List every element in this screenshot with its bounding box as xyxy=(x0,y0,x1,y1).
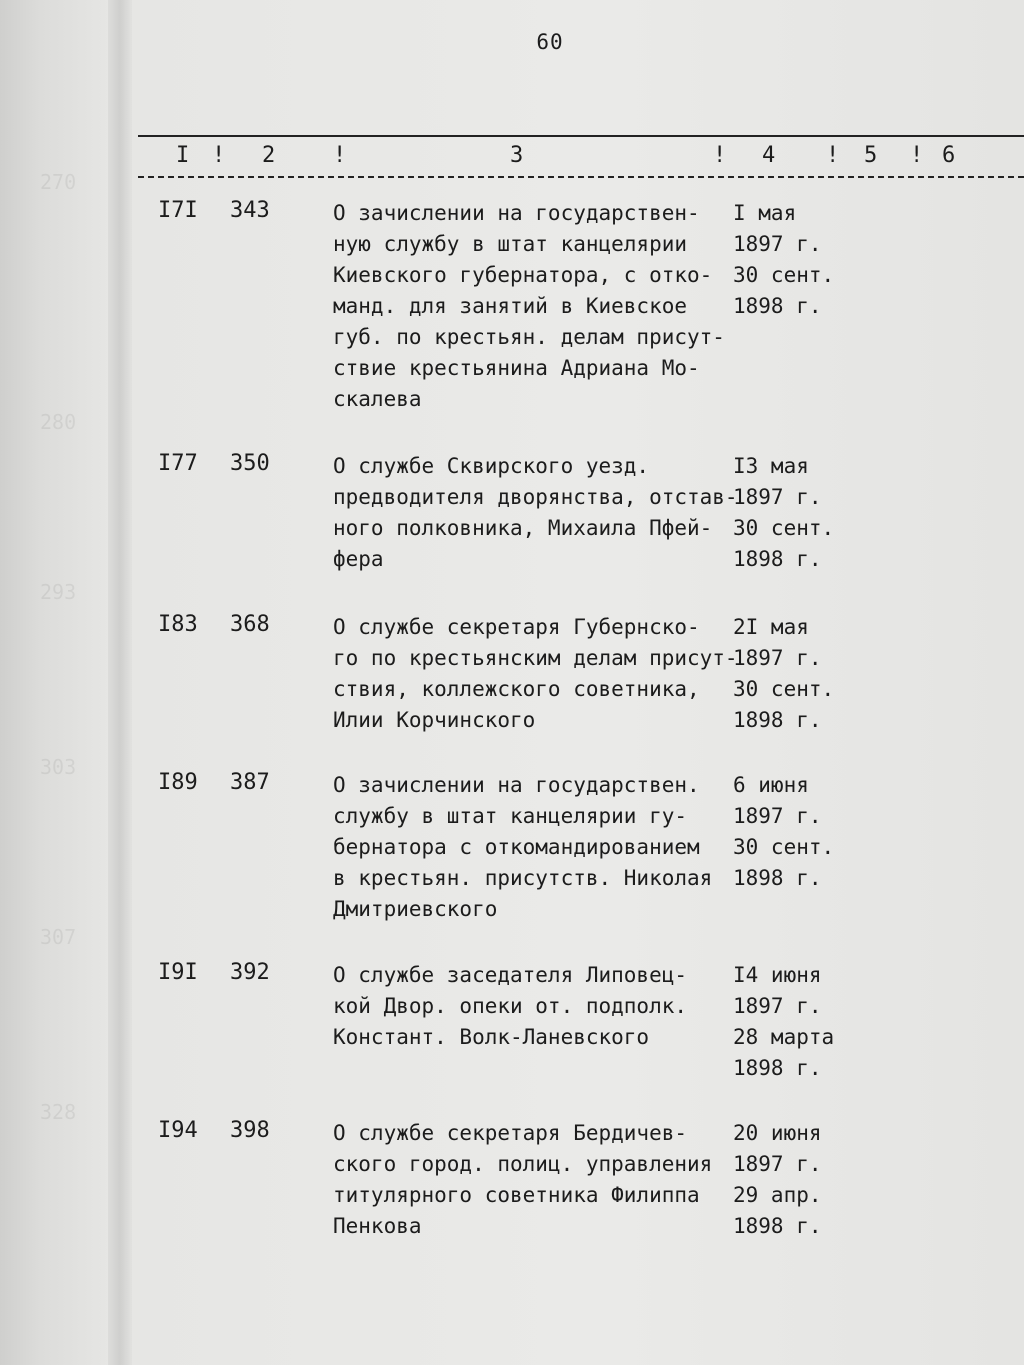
case-number: 398 xyxy=(230,1118,270,1143)
date-line: 1897 г. xyxy=(733,804,822,828)
date-line: 1898 г. xyxy=(733,547,822,571)
title-line: ского город. полиц. управления xyxy=(333,1152,713,1176)
date-line: I3 мая xyxy=(733,454,809,478)
title-line: службу в штат канцелярии гу- xyxy=(333,804,688,828)
entry-dates xyxy=(733,451,853,575)
title-line: О службе секретаря Бердичев- xyxy=(333,1121,688,1145)
date-line: 30 сент. xyxy=(733,835,835,859)
header-col-3: 3 xyxy=(510,143,524,168)
title-line: го по крестьянским делам присут- xyxy=(333,646,738,670)
title-line: Констант. Волк-Ланевского xyxy=(333,1025,650,1049)
date-line: 1897 г. xyxy=(733,232,822,256)
title-line: Дмитриевского xyxy=(333,897,498,921)
entry-dates xyxy=(733,770,853,894)
header-col-1: I xyxy=(176,143,190,168)
date-line: 1897 г. xyxy=(733,485,822,509)
entry-dates xyxy=(733,960,853,1084)
date-line: 1898 г. xyxy=(733,1214,822,1238)
title-line: скалева xyxy=(333,387,422,411)
entry-title xyxy=(333,451,743,575)
title-line: ствие крестьянина Адриана Мо- xyxy=(333,356,700,380)
header-separator: ! xyxy=(333,143,347,168)
header-separator: ! xyxy=(910,143,924,168)
date-line: 1898 г. xyxy=(733,708,822,732)
header-col-5: 5 xyxy=(864,143,878,168)
title-line: Илии Корчинского xyxy=(333,708,536,732)
entry-dates xyxy=(733,198,853,322)
entry-title xyxy=(333,770,743,925)
entry-title xyxy=(333,1118,743,1242)
bleed-through-mark: 270 xyxy=(40,170,77,194)
header-col-6: 6 xyxy=(942,143,956,168)
date-line: I мая xyxy=(733,201,797,225)
case-number: 392 xyxy=(230,960,270,985)
title-line: Пенкова xyxy=(333,1214,422,1238)
title-line: О зачислении на государствен. xyxy=(333,773,700,797)
title-line: губ. по крестьян. делам присут- xyxy=(333,325,725,349)
date-line: 2I мая xyxy=(733,615,809,639)
date-line: 1898 г. xyxy=(733,294,822,318)
page-number: 60 xyxy=(536,30,564,54)
date-line: 1897 г. xyxy=(733,646,822,670)
case-number: 350 xyxy=(230,451,270,476)
entry-number: I94 xyxy=(158,1118,198,1143)
entry-number: I7I xyxy=(158,198,198,223)
date-line: 20 июня xyxy=(733,1121,822,1145)
title-line: предводителя дворянства, отстав- xyxy=(333,485,738,509)
case-number: 368 xyxy=(230,612,270,637)
case-number: 387 xyxy=(230,770,270,795)
entry-title xyxy=(333,612,743,736)
title-line: фера xyxy=(333,547,384,571)
date-line: 1898 г. xyxy=(733,866,822,890)
entry-number: I77 xyxy=(158,451,198,476)
entry-title xyxy=(333,960,743,1053)
header-col-4: 4 xyxy=(762,143,776,168)
title-line: титулярного советника Филиппа xyxy=(333,1183,700,1207)
date-line: 1898 г. xyxy=(733,1056,822,1080)
title-line: бернатора с откомандированием xyxy=(333,835,700,859)
date-line: 6 июня xyxy=(733,773,809,797)
title-line: кой Двор. опеки от. подполк. xyxy=(333,994,688,1018)
bleed-through-mark: 303 xyxy=(40,755,77,779)
title-line: О службе заседателя Липовец- xyxy=(333,963,688,987)
entry-number: I83 xyxy=(158,612,198,637)
date-line: 1897 г. xyxy=(733,994,822,1018)
title-line: ную службу в штат канцелярии xyxy=(333,232,688,256)
title-line: манд. для занятий в Киевское xyxy=(333,294,688,318)
title-line: ного полковника, Михаила Пфей- xyxy=(333,516,713,540)
date-line: 1897 г. xyxy=(733,1152,822,1176)
date-line: 28 марта xyxy=(733,1025,835,1049)
date-line: 30 сент. xyxy=(733,677,835,701)
bleed-through-mark: 293 xyxy=(40,580,77,604)
bleed-through-mark: 307 xyxy=(40,925,77,949)
header-separator: ! xyxy=(212,143,226,168)
entry-title xyxy=(333,198,743,415)
title-line: О службе секретаря Губернско- xyxy=(333,615,700,639)
title-line: ствия, коллежского советника, xyxy=(333,677,700,701)
entry-number: I9I xyxy=(158,960,198,985)
date-line: 30 сент. xyxy=(733,516,835,540)
entry-number: I89 xyxy=(158,770,198,795)
header-col-2: 2 xyxy=(262,143,276,168)
entry-dates xyxy=(733,612,853,736)
date-line: 30 сент. xyxy=(733,263,835,287)
title-line: О службе Сквирского уезд. xyxy=(333,454,650,478)
entry-dates xyxy=(733,1118,853,1242)
title-line: Киевского губернатора, с отко- xyxy=(333,263,713,287)
date-line: I4 июня xyxy=(733,963,822,987)
date-line: 29 апр. xyxy=(733,1183,822,1207)
bleed-through-mark: 280 xyxy=(40,410,77,434)
title-line: О зачислении на государствен- xyxy=(333,201,700,225)
title-line: в крестьян. присутств. Николая xyxy=(333,866,713,890)
header-separator: ! xyxy=(713,143,727,168)
header-separator: ! xyxy=(826,143,840,168)
bleed-through-mark: 328 xyxy=(40,1100,77,1124)
case-number: 343 xyxy=(230,198,270,223)
